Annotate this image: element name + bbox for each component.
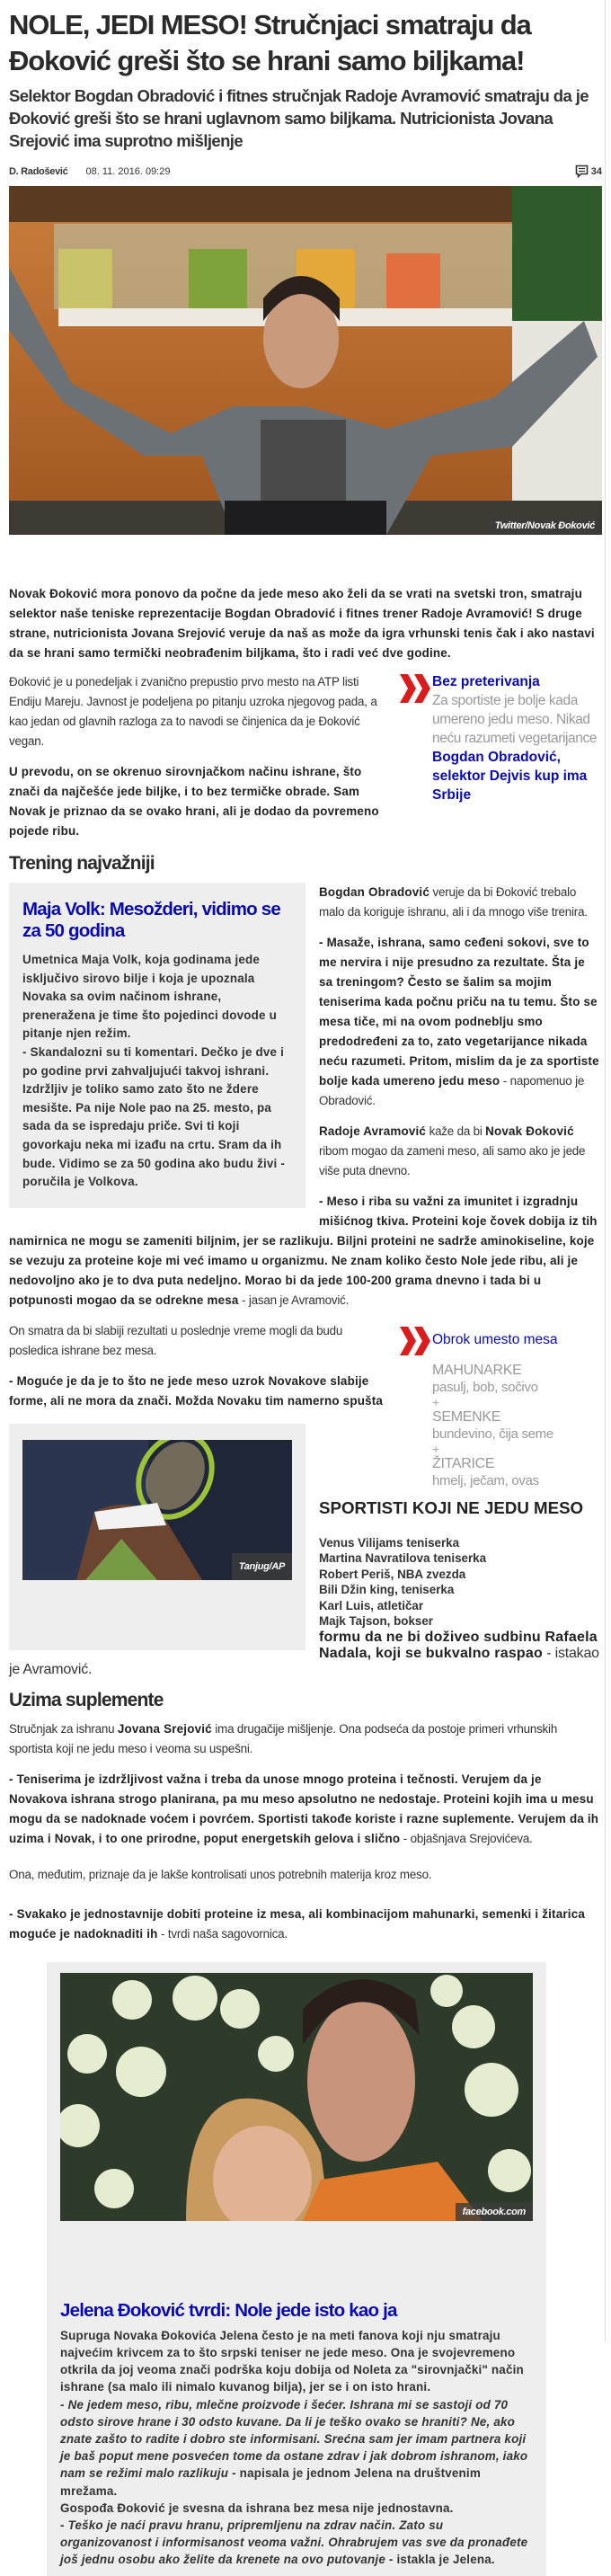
person-name: Radoje Avramović <box>319 1124 427 1138</box>
list-item: Karl Luis, atletičar <box>319 1598 424 1612</box>
page-border <box>605 0 606 2341</box>
main-photo[interactable] <box>9 186 602 535</box>
article <box>9 7 602 2576</box>
meal-detail: hmelj, ječam, ovas <box>432 1473 539 1488</box>
paragraph: Đoković je u ponedeljak i zvanično prepustio prvo mesto na ATP listi Endiju Mareju. Javnost je podeljena po pitanju uzroka njegovog pada, a kao jedan od glavnih razloga za to navodi se činjenica da je Đoković vegan. <box>9 675 377 748</box>
text: - napisala je jednom Jelena na društvenim mrežama. <box>60 2466 481 2498</box>
pull-quote-text: Za sportiste je bolje kada umereno jedu meso. Nikad neću razumeti vegetarijance <box>432 693 598 746</box>
person-name: Jovana Srejović <box>117 1721 212 1736</box>
double-chevron-icon <box>400 672 432 705</box>
text: ribom mogao da zameni meso, ali samo ako je jede više puta dnevno. <box>319 1144 586 1177</box>
jelena-photo-image <box>60 1973 533 2221</box>
list-item: Venus Vilijams teniserka <box>319 1535 460 1550</box>
main-photo-image <box>9 186 602 535</box>
meal-list <box>432 1362 558 1489</box>
maja-volk-box <box>9 883 306 1208</box>
meal-detail: pasulj, bob, sočivo <box>432 1380 538 1395</box>
box-title[interactable]: Jelena Đoković tvrdi: Nole jede isto kao ja <box>60 2299 397 2321</box>
list-item: Majk Tajson, bokser <box>319 1614 434 1629</box>
photo-credit: Tanjug/AP <box>232 1553 292 1580</box>
text: - tvrdi naša sagovornica. <box>157 1926 288 1941</box>
list-item: Martina Navratilova teniserka <box>319 1551 487 1566</box>
pull-quote-title[interactable]: Obrok umesto mesa <box>432 1332 558 1347</box>
lead-paragraph: Novak Đoković mora ponovo da počne da jede meso ako želi da se vrati na svetski tron, smatraju selektor naše teniske reprezentacije Bogdan Obradović i fitnes trener Radoje Avramović! S druge strane, nutricionista Jovana Srejović veruje da naš as može da igra vrhunski tenis čak i ako nastavi da se hrani samo termički neobrađenim biljkama, što i radi već dve godine. <box>9 587 595 660</box>
byline <box>9 164 602 179</box>
author[interactable]: D. Radošević <box>9 166 68 177</box>
section-heading-training: Trening najvažniji <box>9 853 155 874</box>
box-text: Umetnica Maja Volk, koja godinama jede isključivo sirovo bilje i koja je upoznala Novaka sa ovim načinom ishrane, preneražena je time što pojedinci dovode u pitanje njen režim. <box>22 953 277 1041</box>
photo-credit: facebook.com <box>456 2203 533 2221</box>
paragraph: U prevodu, on se okrenuo sirovnjačkom načinu ishrane, što znači da najčešće jede biljke, i to bez termičke obrade. Sam Novak je priznao da se ovako hrani, ali je dodao da povremeno pojede ribu. <box>9 765 379 838</box>
box-text: Gospođa Đoković je svesna da ishrana bez mesa nije jednostavna. <box>60 2500 454 2515</box>
paragraph: On smatra da bi slabiji rezultati u poslednje vreme mogli da budu posledica ishrane bez mesa. <box>9 1324 343 1357</box>
text: - istakao je Avramović. <box>9 1645 599 1677</box>
box-quote: - Skandalozni su ti komentari. Dečko je dve i po godine prvi zahvaljujući takvoj ishrani. Izdržljiv je toliko samo zato što ne ždere mesište. Pa nije Nole pao na 25. mesto, pa sada da se ispredaju priče. Svi ti koji govorkaju neka mi izađu na crtu. Sram da ih bude. Vidimo se za 50 godina ako budu živi - poručila je Volkova. <box>22 1044 286 1189</box>
sportisti-box <box>9 1424 306 1650</box>
paragraph: Ona, međutim, priznaje da je lakše kontrolisati unos potrebnih materija kroz meso. <box>9 1867 432 1881</box>
publish-date: 08. 11. 2016. 09:29 <box>85 166 171 177</box>
comment-icon <box>575 164 589 179</box>
box-title: SPORTISTI KOJI NE JEDU MESO <box>319 1498 584 1517</box>
quote-text: - Meso i riba su važni za imunitet i izgradnju mišićnog tkiva. Proteini koje čovek dobija iz tih namirnica ne mogu se zameniti biljnim, jer se razlikuju. Biljni proteini ne sadrže aminokiseline, koje se vezuju za proteine koje mi već imamo u organizmu. Ne znam koliko često Nole jede ribu, ali je nedovoljno ako je to dva puta nedeljno. Morao bi da jede 100-200 grama dnevno i tada bi u potpunosti mogao da se odrekne mesa <box>9 1195 598 1307</box>
section-heading-supplements: Uzima suplemente <box>9 1689 164 1710</box>
meal-detail: bundevino, čija seme <box>432 1426 553 1442</box>
quote-text: - Masaže, ishrana, samo ceđeni sokovi, sve to me nervira i nije presudno za rezultate. Šta je sa treningom? Često se šalim sa mojim teniserima kada počnu priču na tu temu. Što se mesa tiče, mi na ovom podneblju smo predodređeni za to, zato vegetarijance nikada neću razumeti. Pritom, mislim da je za sportiste bolje kada umereno jedu meso <box>319 936 599 1088</box>
double-chevron-icon <box>400 1325 432 1357</box>
person-name: Bogdan Obradović <box>319 885 429 899</box>
comments-count: 34 <box>590 166 602 177</box>
text: - jasan je Avramović. <box>238 1293 350 1307</box>
pull-quote-meal <box>400 1325 602 1489</box>
meal-group: SEMENKE <box>432 1409 501 1425</box>
quote-text: - Teniserima je izdržljivost važna i treba da unose mnogo proteina i tečnosti. Verujem da je Novakova ishrana strogo planirana, pa mu meso apsolutno ne nedostaje. Proteini kojih ima u mesu mogu da se nadoknade voćem i povrćem. Sportisti takođe koriste i razne suplemente. Verujem da ih uzima i Novak, i to one prirodne, poput energetskih gelova i slično <box>9 1772 599 1845</box>
text: - istakla je Jelena. <box>385 2553 495 2567</box>
text: kaže da bi <box>426 1124 486 1138</box>
text: Stručnjak za ishranu <box>9 1721 118 1736</box>
separator: + <box>432 1395 440 1409</box>
quote-text: formu da ne bi doživeo sudbinu Rafaela Nadala, koji se bukvalno raspao <box>319 1629 598 1661</box>
text: - napomenuo je Obradović. <box>319 1074 585 1107</box>
separator: + <box>432 1442 440 1456</box>
person-name: Novak Đoković <box>485 1124 574 1138</box>
jelena-box <box>47 1962 546 2576</box>
list-item: Robert Periš, NBA zvezda <box>319 1567 466 1581</box>
pull-quote-title[interactable]: Bez preterivanja <box>432 674 540 689</box>
box-title[interactable]: Maja Volk: Mesožderi, vidimo se za 50 godina <box>22 899 280 941</box>
quote-text: - Teško je naći pravu hranu, pripremljenu na zdrav način. Zato su organizovanost i informisanost veoma važni. Ohrabrujem vas sve da pronađete još jednu osobu ako želite da krenete na ovo putovanje <box>60 2518 528 2567</box>
text: ima drugačije mišljenje. Ona podseća da postoje primeri vrhunskih sportista koji ne jedu meso i veoma su uspešni. <box>9 1721 558 1755</box>
quote-text: - Moguće je da je to što ne jede meso uzrok Novakove slabije forme, ali ne mora da znači. Možda Novaku tim namerno spušta <box>9 1374 384 1408</box>
meal-group: MAHUNARKE <box>432 1363 522 1378</box>
list-item: Bili Džin king, teniserka <box>319 1583 455 1597</box>
text: veruje da bi Đoković trebalo malo da koriguje ishranu, ali i da mnogo više trenira. <box>319 885 588 919</box>
article-subtitle: Selektor Bogdan Obradović i fitnes stručnjak Radoje Avramović smatraju da je Đoković greši što se hrani uglavnom samo biljkama. Nutricionista Jovana Srejović ima suprotno mišljenje <box>9 86 589 150</box>
article-title: NOLE, JEDI MESO! Stručnjaci smatraju da Đoković greši što se hrani samo biljkama! <box>9 9 531 76</box>
box-text: Supruga Novaka Đokovića Jelena često je na meti fanova koji nju smatraju najvećim krivcem za to što srpski teniser ne jede meso. Ona je svojevremeno otkrila da joj veoma znači podrška koju dobija od Noleta za "sirovnjački" način ishrane (sa malo ili nimalo kuvanog bilja), jer se i on isto hrani. <box>60 2328 524 2394</box>
meal-group: ŽITARICE <box>432 1456 495 1471</box>
venus-photo[interactable] <box>22 1440 292 1580</box>
photo-credit: Twitter/Novak Đoković <box>488 517 602 535</box>
quote-text: - Ne jedem meso, ribu, mlečne proizvode i šećer. Ishrana mi se sastoji od 70 odsto sirove hrane i 30 odsto kuvane. Da li je teško ovako se hraniti? Ne, ako znate zašto to radite i dobro ste informisani. Srećna sam jer imam partnera koji je baš poput mene posvećen tome da ostane zdrav i jak dobrom ishranom, iako nam se režimi malo razlikuju <box>60 2397 528 2481</box>
text: - objašnjava Srejovićeva. <box>400 1831 533 1845</box>
comments-link[interactable] <box>575 164 602 179</box>
pull-quote-obradovic <box>400 672 602 804</box>
quote-text: - Svakako je jednostavnije dobiti proteine iz mesa, ali kombinacijom mahunarki, semenki i žitarica moguće je nadoknaditi ih <box>9 1906 585 1941</box>
jelena-photo[interactable] <box>60 1973 533 2221</box>
pull-quote-attribution: Bogdan Obradović, selektor Dejvis kup ima Srbije <box>432 750 588 803</box>
